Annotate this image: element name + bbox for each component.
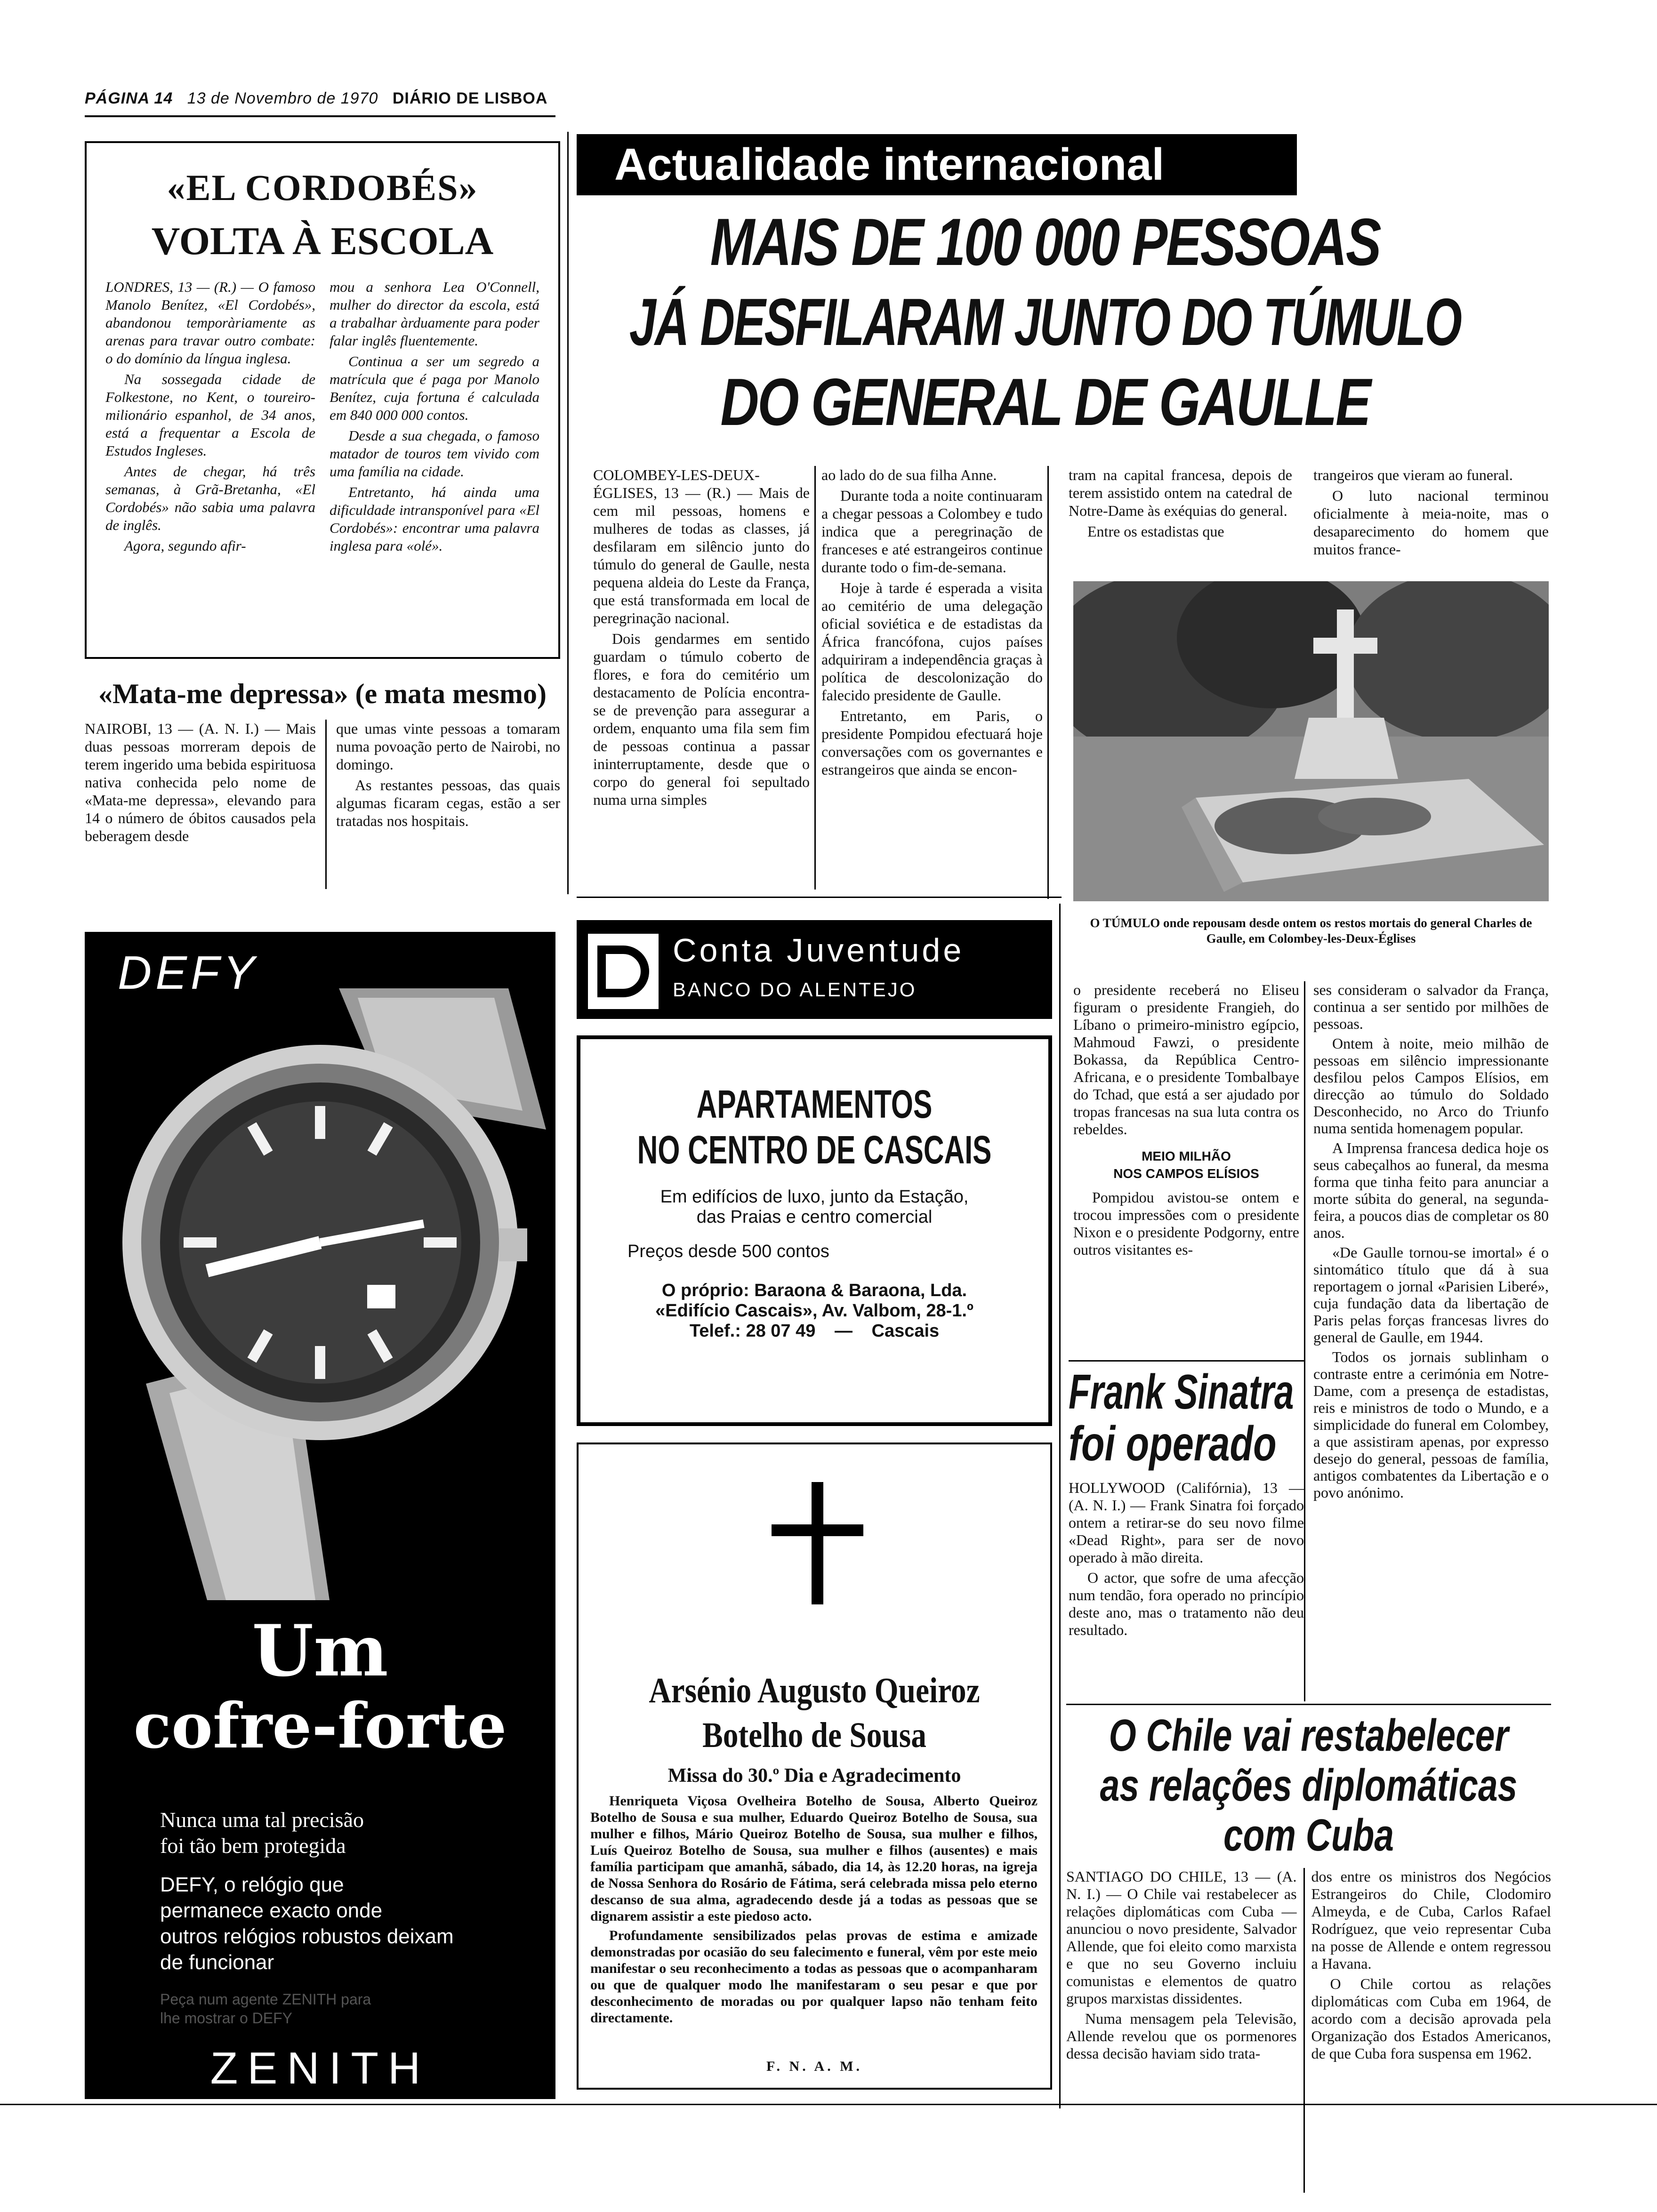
page-date: 13 de Novembro de 1970	[187, 89, 378, 107]
cordobes-title-1: «EL CORDOBÉS»	[167, 167, 478, 208]
gaulle-col-5: o presidente receberá no Eliseu figuram o presidente Frangieh, do Líbano o primeiro-ministro egípcio, Mahmoud Fawzi, o presidente Bokassa, da República Centro-Africana, e o presidente Tombalbaye do Tchad, que está a ser ajudado por tropas francesas na sua luta contra os rebeldes. MEIO MILHÃO NOS CAMPOS ELÍSIOS Pompidou avistou-se ontem e trocou impressões com o presidente Nixon e o presidente Podgorny, entre outros visitantes es-	[1073, 981, 1299, 1258]
chile-divider	[1303, 1868, 1305, 2193]
top-section-rule	[577, 897, 1062, 898]
tomb-photo-image	[1073, 581, 1549, 901]
bank-ad	[577, 920, 1052, 1019]
chile-top-rule	[1066, 1704, 1551, 1705]
defy-line-2: foi tão bem protegida	[160, 1834, 346, 1858]
defy-ad	[85, 932, 555, 2099]
gaulle-subhead-1: MEIO MILHÃO	[1142, 1149, 1231, 1163]
chile-article	[1066, 1711, 1551, 2193]
gaulle-divider-2	[1047, 466, 1049, 899]
page-header	[85, 89, 555, 118]
defy-body-4: de funcionar	[160, 1951, 274, 1974]
defy-body-2: permanece exacto onde	[160, 1899, 383, 1922]
obituary	[577, 1443, 1052, 2090]
gaulle-head-1: MAIS DE 100 000 PESSOAS	[710, 205, 1380, 280]
gaulle-col-3: tram na capital francesa, depois de terem assistido ontem na catedral de Notre-Dame às exéquias do general. Entre os estadistas que	[1069, 466, 1292, 540]
sinatra-body: HOLLYWOOD (Califórnia), 13 — (A. N. I.) — Frank Sinatra foi forçado ontem a retirar-se do seu novo filme «Dead Right», para ser de novo operado à mão direita. O actor, que sofre de uma afecção num tendão, fora operado no princípio deste ano, mas o tratamento não deu resultado.	[1069, 1479, 1304, 1638]
obituary-cross-bar	[772, 1524, 863, 1536]
matame-col-1: NAIROBI, 13 — (A. N. I.) — Mais duas pessoas morreram depois de terem ingerido uma bebida espirituosa nativa conhecida pelo nome de «Mata-me depressa», elevando para 14 o número de óbitos causados pela beberagem desde	[85, 720, 316, 844]
bottom-rule	[0, 2104, 1657, 2105]
chile-title-1: O Chile vai restabelecer	[1109, 1710, 1509, 1761]
cordobes-title-2: VOLTA À ESCOLA	[151, 219, 494, 263]
gaulle-col-1: COLOMBEY-LES-DEUX-ÉGLISES, 13 — (R.) — Mais de cem mil pessoas, homens e mulheres de todas as classes, já desfilaram em silêncio junto do túmulo do general de Gaulle, nesta pequena aldeia do Leste da França, que está transformada em local de peregrinação nacional. Dois gendarmes em sentido guardam o túmulo coberto de flores, e fora do cemitério um destacamento de Polícia encontra-se de prevenção para assegurar a ordem, enquanto uma fila sem fim de pessoas continua a passar ininterruptamente, desde que o corpo do general foi sepultado numa urna simples	[593, 466, 810, 808]
section-banner-text: Actualidade internacional	[614, 139, 1165, 190]
watch-image	[85, 988, 555, 1600]
header-rule	[85, 115, 555, 117]
defy-body-3: outros relógios robustos deixam	[160, 1925, 454, 1948]
chile-title-2: as relações diplomáticas	[1100, 1760, 1518, 1811]
defy-brand: DEFY	[118, 946, 258, 999]
obituary-name-2: Botelho de Sousa	[702, 1715, 926, 1755]
matame-divider	[325, 720, 327, 889]
obituary-sign: F. N. A. M.	[766, 2059, 863, 2074]
apts-line-5: «Edifício Cascais», Av. Valbom, 28-1.º	[655, 1301, 973, 1321]
obituary-body: Henriqueta Viçosa Ovelheira Botelho de Sousa, Alberto Queiroz Botelho de Sousa e sua mulher, Eduardo Queiroz Botelho de Sousa, sua mulher e filhos, Mário Queiroz Botelho de Sousa, sua mulher e filhos, Luís Queiroz Botelho de Sousa, sua mulher e filhos (ausentes) e mais família participam que amanhã, sábado, dia 14, às 12.20 horas, na igreja de Nossa Senhora do Rosário de Fátima, será celebrada missa pelo eterno descanso de sua alma, agradecendo desde já a todas as pessoas que se dignarem assistir a este piedoso acto. Profundamente sensibilizados pelas provas de estima e amizade demonstradas por ocasião do seu falecimento e funeral, vêm por este meio manifestar o seu reconhecimento a todas as pessoas que o acompanharam ou que de qualquer modo lhe manifestaram o seu pesar e que por desconhecimento de moradas ou por qualquer lapso não tenham feito directamente.	[590, 1793, 1038, 2026]
chile-col-2: dos entre os ministros dos Negócios Estrangeiros do Chile, Clodomiro Almeyda, e de Cuba, Carlos Rafael Rodríguez, que veio representar Cuba na posse de Allende e ontem regressou a Havana. O Chile cortou as relações diplomáticas com Cuba em 1964, de acordo com a decisão aprovada pela Organização dos Estados Americanos, de que Cuba fora suspensa em 1962.	[1311, 1868, 1551, 2062]
defy-small-2: lhe mostrar o DEFY	[160, 2010, 292, 2027]
gaulle-subhead-2: NOS CAMPOS ELÍSIOS	[1113, 1166, 1259, 1181]
cordobes-col-1: LONDRES, 13 — (R.) — O famoso Manolo Benítez, «El Cordobés», abandonou temporàriamente as arenas para travar outro combate: o do domínio da língua inglesa. Na sossegada cidade de Folkestone, no Kent, o toureiro-milionário espanhol, de 34 anos, está a frequentar a Escola de Estudos Ingleses. Antes de chegar, há três semanas, à Grã-Bretanha, «El Cordobés» não sabia uma palavra de inglês. Agora, segundo afir-	[105, 279, 315, 554]
apartments-ad	[577, 1035, 1052, 1426]
defy-slogan-1: Um	[252, 1610, 388, 1692]
apts-line-3: Preços desde 500 contos	[627, 1242, 829, 1261]
bank-logo	[588, 934, 659, 1009]
sinatra-title-1: Frank Sinatra	[1069, 1365, 1294, 1419]
apts-line-4: O próprio: Baraona & Baraona, Lda.	[661, 1281, 967, 1300]
page-number: PÁGINA 14	[85, 89, 173, 107]
defy-body-1: DEFY, o relógio que	[160, 1873, 344, 1896]
bank-ad-bank: BANCO DO ALENTEJO	[673, 978, 917, 1001]
chile-col-1: SANTIAGO DO CHILE, 13 — (A. N. I.) — O Chile vai restabelecer as relações diplomáticas com Cuba — anunciou o novo presidente, Salvador Allende, que foi eleito como marxista e que no seu Governo incluiu comunistas e elementos de quatro grupos marxistas dissidentes. Numa mensagem pela Televisão, Allende revelou que os pormenores dessa decisão haviam sido trata-	[1066, 1868, 1297, 2062]
defy-line-1: Nunca uma tal precisão	[160, 1808, 364, 1832]
apts-title-1: APARTAMENTOS	[696, 1082, 933, 1126]
tomb-photo	[1073, 581, 1549, 901]
cordobes-article	[85, 141, 560, 659]
gaulle-head-3: DO GENERAL DE GAULLE	[720, 365, 1370, 440]
column-rule-right	[1059, 904, 1061, 2108]
cordobes-col-2: mou a senhora Lea O'Connell, mulher do director da escola, está a trabalhar àrduamente para poder falar inglês fluentemente. Continua a ser um segredo a matrícula que é paga por Manolo Benítez, cuja fortuna é calculada em 840 000 000 contos. Desde a sua chegada, o famoso matador de touros tem vivido com uma família na cidade. Entretanto, há ainda uma dificuldade intransponível para «El Cordobés»: encontrar uma palavra inglesa para «olé».	[330, 279, 539, 554]
gaulle-head-2: JÁ DESFILARAM JUNTO DO TÚMULO	[629, 285, 1461, 360]
sinatra-top-rule	[1069, 1360, 1304, 1362]
gaulle-col-2: ao lado do de sua filha Anne. Durante toda a noite continuaram a chegar pessoas a Colombey e tudo indica que a peregrinação de franceses e até estrangeiros continue durante todo o fim-de-semana. Hoje à tarde é esperada a visita ao cemitério de uma delegação oficial soviética e de estadistas da África francófona, cujos países adquiriram a independência graças à política de descolonização do falecido presidente de Gaulle. Entretanto, em Paris, o presidente Pompidou efectuará hoje conversações com os governantes e estrangeiros que ainda se encon-	[821, 466, 1043, 778]
gaulle-divider-1	[814, 466, 816, 890]
obituary-name-1: Arsénio Augusto Queiroz	[649, 1671, 980, 1710]
apts-line-2: das Praias e centro comercial	[696, 1207, 933, 1227]
apts-title-2: NO CENTRO DE CASCAIS	[637, 1128, 992, 1172]
chile-title-3: com Cuba	[1223, 1810, 1394, 1860]
zenith-logo: ZENITH	[210, 2043, 430, 2093]
sinatra-title-2: foi operado	[1069, 1417, 1277, 1471]
tomb-caption: O TÚMULO onde repousam desde ontem os restos mortais do general Charles de Gaulle, em Colombey-les-Deux-Églises	[1090, 916, 1532, 946]
column-rule-left	[567, 132, 569, 894]
obituary-cross	[812, 1482, 823, 1604]
paper-name: DIÁRIO DE LISBOA	[392, 89, 548, 107]
sinatra-article	[1069, 1360, 1304, 1642]
gaulle-col-4: trangeiros que vieram ao funeral. O luto nacional terminou oficialmente à meia-noite, mas o desaparecimento do homem que muitos france-	[1313, 466, 1549, 558]
obituary-subtitle: Missa do 30.º Dia e Agradecimento	[668, 1765, 961, 1787]
apts-line-6: Telef.: 28 07 49 — Cascais	[689, 1321, 940, 1341]
gaulle-headline	[577, 202, 1513, 457]
bank-logo-icon	[597, 946, 649, 997]
matame-article	[85, 678, 560, 890]
section-banner	[577, 134, 1297, 195]
defy-small-1: Peça num agente ZENITH para	[160, 1991, 371, 2008]
gaulle-col-6: ses consideram o salvador da França, continua a ser sentido por milhões de pessoas. Ontem à noite, meio milhão de pessoas em silêncio impressionante desfilou pelos Campos Elísios, em direcção ao túmulo do Soldado Desconhecido, no Arco do Triunfo numa sentida homenagem popular. A Imprensa francesa dedica hoje os seus cabeçalhos ao funeral, da mesma forma que tinha feito para anunciar a morte súbita do general, na segunda-feira, a poucos dias de completar os 80 anos. «De Gaulle tornou-se imortal» é o sintomático título que dá à sua reportagem o jornal «Parisien Liberé», cuja fundação data da libertação de Paris pelas forças francesas livres do general de Gaulle, em 1944. Todos os jornais sublinham o contraste entre a cerimónia em Notre-Dame, com a presença de estadistas, reis e ministros de todo o Mundo, e a simplicidade do funeral em Colombey, a que assistiram apenas, por expresso desejo do general, pessoas de família, antigos combatentes da Libertação e o povo anónimo.	[1313, 981, 1549, 1501]
matame-col-2: que umas vinte pessoas a tomaram numa povoação perto de Nairobi, no domingo. As restantes pessoas, das quais algumas ficaram cegas, estão a ser tratadas nos hospitais.	[336, 720, 560, 829]
matame-title: «Mata-me depressa» (e mata mesmo)	[98, 678, 547, 709]
gaulle-divider-3	[1304, 981, 1305, 1701]
apts-line-1: Em edifícios de luxo, junto da Estação,	[660, 1187, 969, 1207]
bank-ad-name: Conta Juventude	[673, 932, 965, 969]
defy-slogan-2: cofre-forte	[133, 1690, 507, 1763]
